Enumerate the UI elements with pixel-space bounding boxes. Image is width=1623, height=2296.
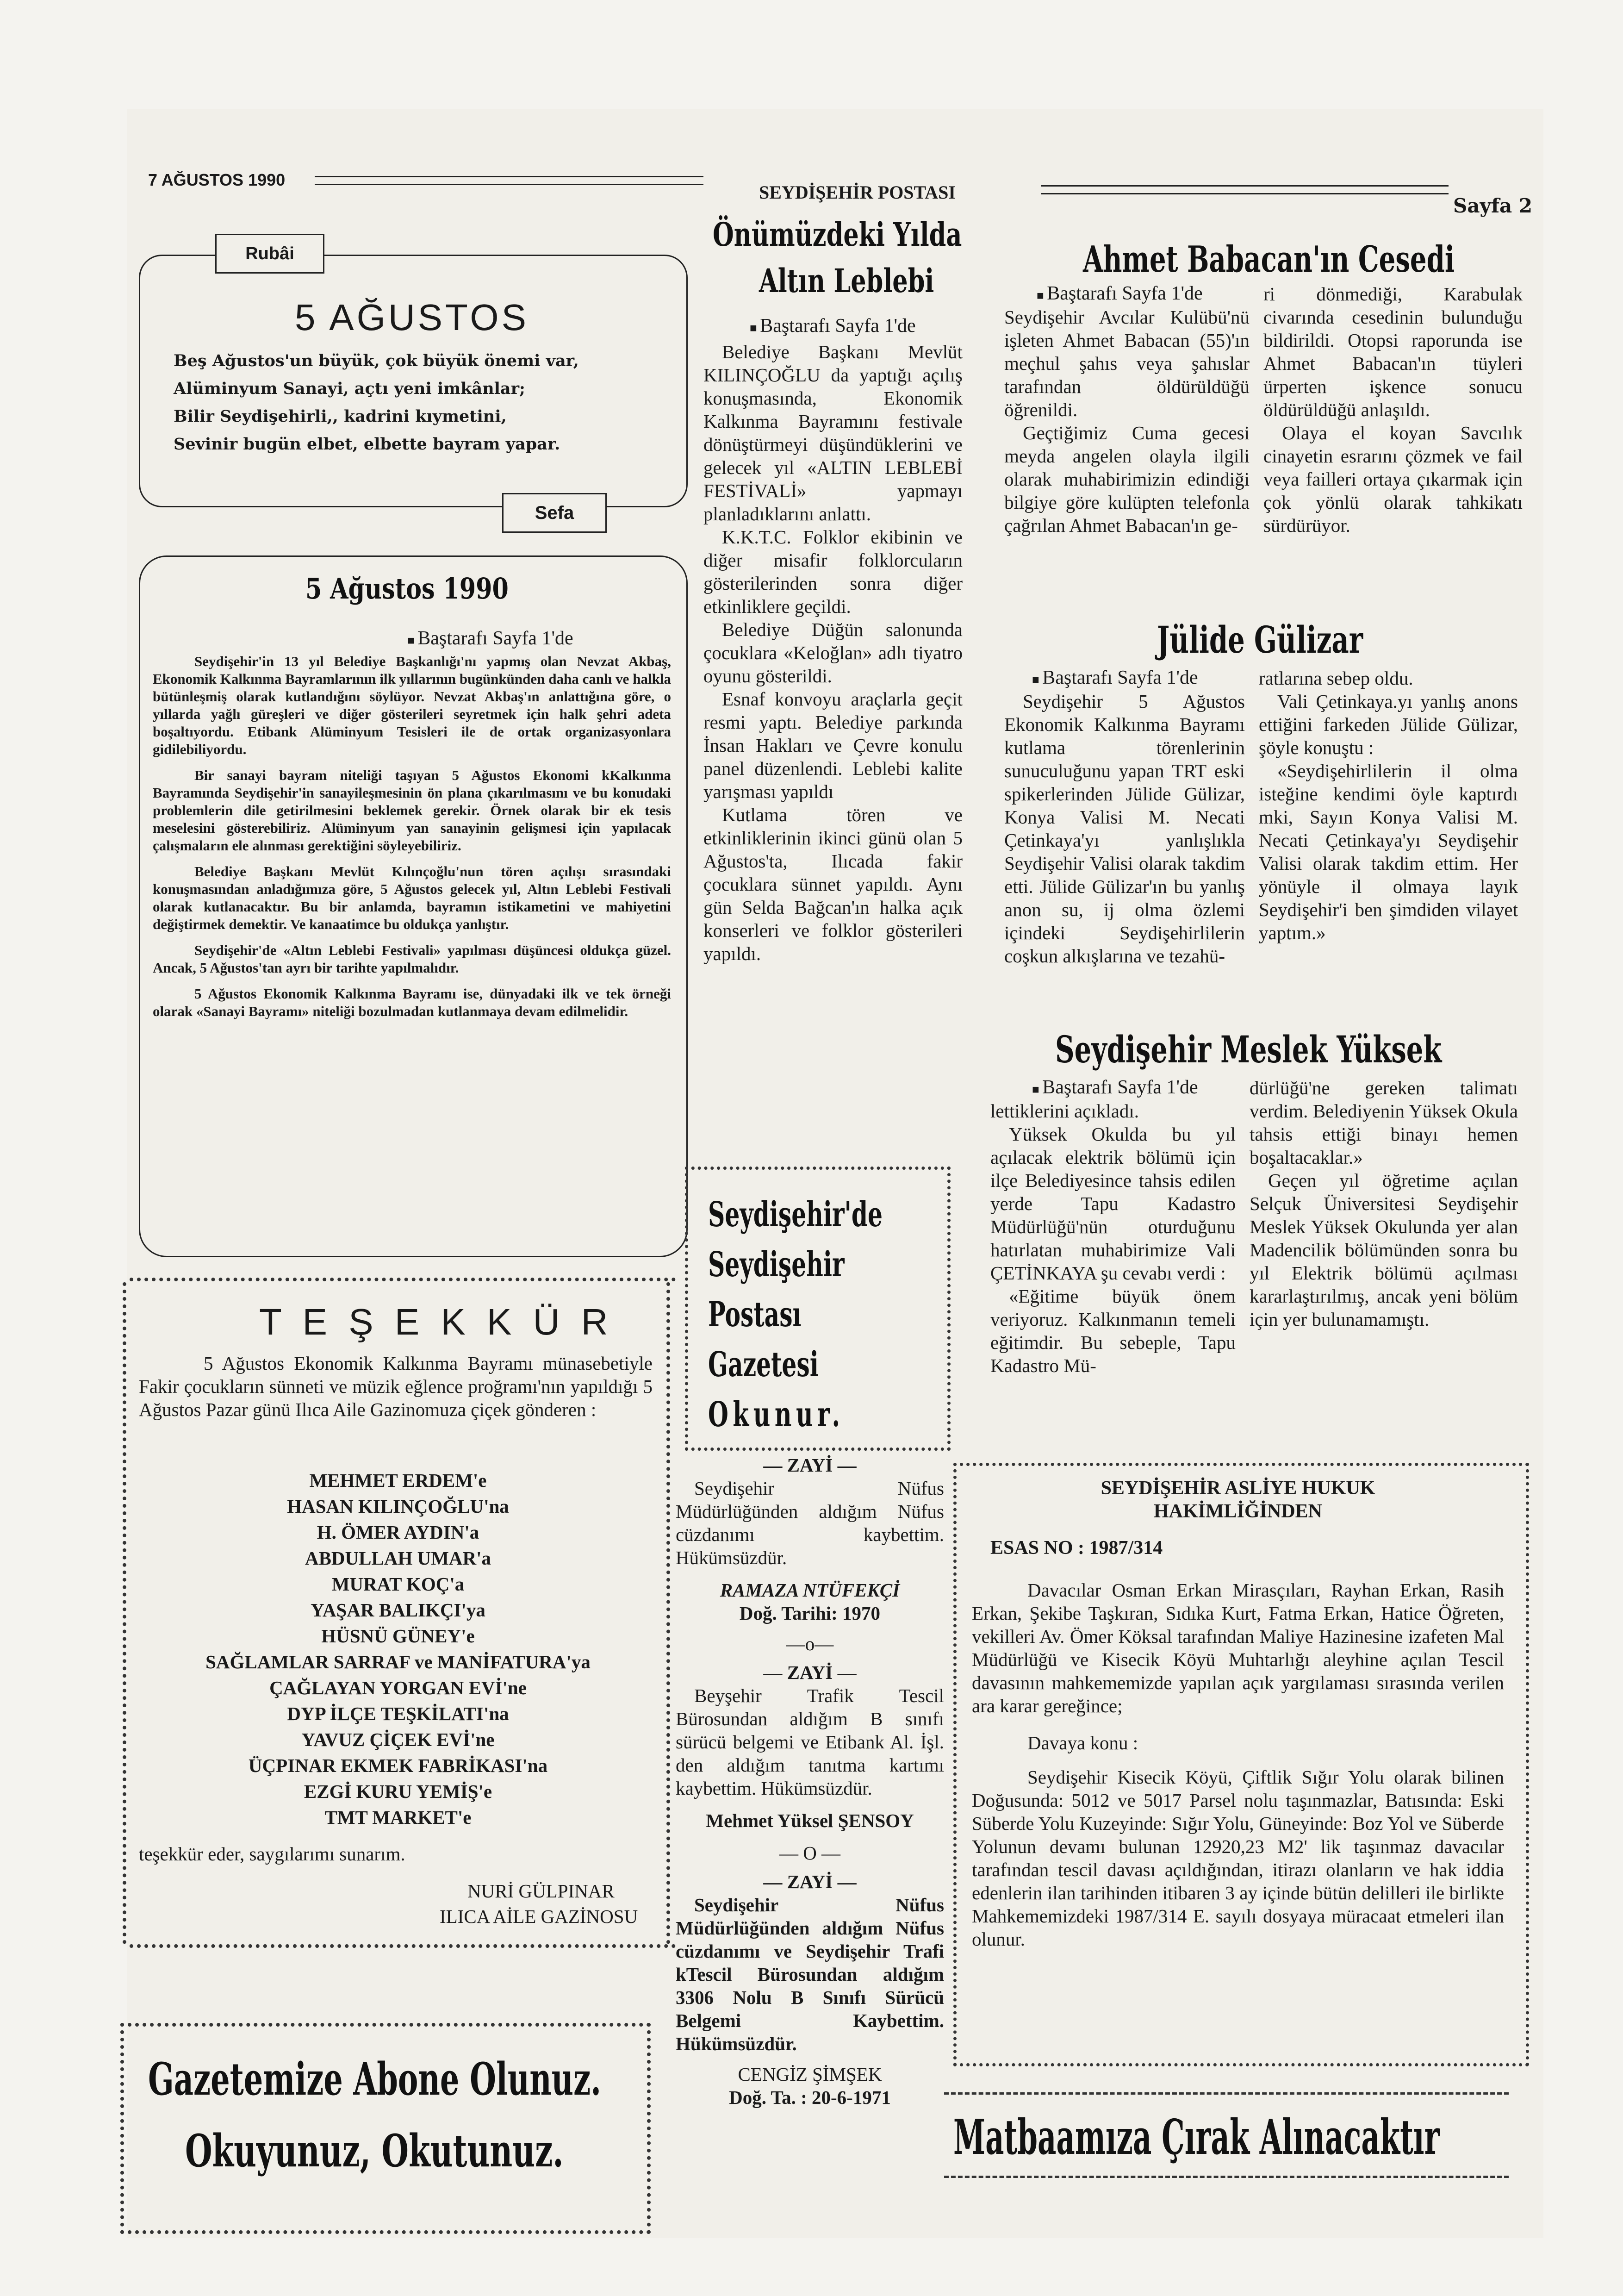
julide-paragraph: ratlarına sebep oldu. — [1259, 668, 1413, 689]
leblebi-paragraph: Kutlama tören ve etkinliklerinin ikinci günü olan 5 Ağustos'ta, Ilıcada fakir çocuklara sünnet yapıldı. Aynı gün Selda Bağcan'ın halka açık konserleri ve folklor gösterileri yapıldı. — [703, 804, 963, 964]
meslek-paragraph: dürlüğü'ne gereken talimatı verdim. Belediyenin Yüksek Okula tahsis ettiği binayı hemen boşaltacaklar.» — [1250, 1077, 1518, 1168]
rubai-line: Bilir Seydişehirli,, kadrini kıymetini, — [174, 407, 507, 426]
tesekkur-name: EZGİ KURU YEMİŞ'e — [304, 1781, 492, 1802]
tesekkur-name: YAŞAR BALIKÇI'ya — [311, 1599, 485, 1621]
zayi-name: CENGİZ ŞİMŞEK — [738, 2064, 882, 2085]
tesekkur-name: YAVUZ ÇİÇEK EVİ'ne — [301, 1729, 495, 1750]
babacan-ref — [1037, 282, 1203, 305]
tesekkur-name: HASAN KILINÇOĞLU'na — [287, 1496, 509, 1517]
tesekkur-name: H. ÖMER AYDIN'a — [317, 1522, 479, 1543]
header-date: 7 AĞUSTOS 1990 — [148, 170, 286, 189]
leblebi-title-1: Önümüzdeki Yılda — [713, 215, 962, 254]
tesekkur-left-border — [123, 1282, 126, 1944]
tesekkur-name: DYP İLÇE TEŞKİLATI'na — [287, 1703, 509, 1724]
rubai-tag: Rubâi — [215, 234, 324, 274]
leblebi-body — [703, 340, 963, 965]
tesekkur-name-list — [139, 1467, 657, 1830]
tesekkur-name: MEHMET ERDEM'e — [309, 1470, 487, 1491]
leblebi-paragraph: Belediye Düğün salonunda çocuklara «Keloğlan» adlı tiyatro oyunu gösterildi. — [703, 619, 963, 686]
mahkeme-esas-no: ESAS NO : 1987/314 — [990, 1537, 1163, 1559]
julide-paragraph: Vali Çetinkaya.yı yanlış anons ettiğini farkeden Jülide Gülizar, şöyle konuştu : — [1259, 691, 1518, 758]
babacan-ref-text: Baştarafı Sayfa 1'de — [1047, 283, 1203, 304]
abone-line-1: Gazetemize Abone Olunuz. — [148, 2053, 601, 2105]
meslek-column-1 — [990, 1099, 1236, 1377]
julide-ref — [1032, 667, 1198, 689]
rubai-signature: Sefa — [502, 493, 607, 533]
zayi-name: Mehmet Yüksel ŞENSOY — [706, 1810, 914, 1831]
tesekkur-sign-name: NURİ GÜLPINAR — [467, 1880, 615, 1902]
julide-title: Jülide Gülizar — [1157, 618, 1363, 661]
matbaa-notice: Matbaamıza Çırak Alınacaktır — [953, 2109, 1440, 2165]
agustos-paragraph: Seydişehir'in 13 yıl Belediye Başkanlığı'nı yapmış olan Nevzat Akbaş, Ekonomik Kalkınma Bayramlarının ilk yıllarının bugünkünden daha canlı ve halkla bütünleşmiş olarak kutlandığını söylüyor. Nevzat Akbaş'ın anlattığına göre, o yıllarda yağlı güreşleri ve diğer gösterileri seyretmek için halk şehri adeta boşaltıyordu. Etibank Alüminyum Tesisleri ile de ortak organizasyonlara gidilebiliyordu. — [153, 653, 671, 757]
okunur-line: Okunur. — [708, 1395, 845, 1435]
agustos-ref-text: Baştarafı Sayfa 1'de — [417, 628, 573, 649]
julide-ref-text: Baştarafı Sayfa 1'de — [1042, 667, 1198, 688]
rubai-poem — [174, 347, 673, 458]
mahkeme-title-1: SEYDİŞEHİR ASLİYE HUKUK — [1101, 1478, 1375, 1499]
mahkeme-body — [972, 1578, 1504, 1951]
agustos-paragraph: 5 Ağustos Ekonomik Kalkınma Bayramı ise, dünyadaki ilk ve tek örneği olarak «Sanayi Bayramı» niteliği bozulmadan kutlanmaya devam edilmelidir. — [153, 986, 671, 1019]
leblebi-paragraph: Esnaf konvoyu araçlarla geçit resmi yaptı. Belediye parkında İnsan Hakları ve Çevre konulu panel düzenlendi. Leblebi kalite yarışması yapıldı — [703, 688, 963, 802]
zayi-column — [676, 1454, 944, 2109]
tesekkur-name: ABDULLAH UMAR'a — [305, 1547, 491, 1569]
okunur-text — [708, 1190, 965, 1440]
matbaa-top-border — [944, 2092, 1509, 2099]
zayi-heading: — ZAYİ — — [763, 1454, 857, 1476]
rubai-line: Beş Ağustos'un büyük, çok büyük önemi var, — [174, 351, 579, 370]
meslek-title: Seydişehir Meslek Yüksek — [1055, 1028, 1442, 1071]
tesekkur-top-border — [130, 1278, 676, 1286]
agustos-body — [153, 653, 671, 1020]
julide-column-1 — [1004, 690, 1245, 967]
tesekkur-bottom-border — [130, 1944, 676, 1953]
babacan-paragraph: Geçtiğimiz Cuma gecesi meyda angelen olayla ilgili olarak muhabirimizin edindiği bilgiye göre kulüpten telefonla çağrılan Ahmet Babacan'ın ge- — [1004, 422, 1250, 536]
mahkeme-paragraph: Seydişehir Kisecik Köyü, Çiftlik Sığır Yolu olarak bilinen Doğusunda: 5012 ve 5017 Parsel nolu taşınmazlar, Batısında: Eski Süberde Yolu Kuzeyinde: Sığır Yolu, Güneyinde: Boz Yol ve Süberde Yolunun devamı bulunan 12920,23 M2' lik taşınmaz davacılar tarafından tescil davası açıldığından, itirazı olanların ve hak iddia edenlerin ilan tarihinden itibaren 3 ay içinde bütün delilleri ile birlikte Mahkememizdeki 1987/314 E. sayılı dosyaya müracaat etmeleri ilan olunur. — [972, 1766, 1504, 1950]
julide-paragraph: «Seydişehirlilerin il olma isteğine kendimi öyle kaptırdı mki, Sayın Konya Valisi M. Necati Çetinkaya'yı Seydişehir Valisi olarak takdim ettim. Her yönüyle il olmaya layık Seydişehir'i ben şimdiden vilayet yaptım.» — [1259, 760, 1518, 943]
meslek-ref — [1032, 1076, 1198, 1098]
babacan-paragraph: Seydişehir Avcılar Kulübü'nü işleten Ahmet Babacan (55)'ın meçhul şahıs veya şahıslar tarafından öldürüldüğü öğrenildi. — [1004, 306, 1250, 420]
babacan-paragraph: ri dönmediği, Karabulak civarında cesedinin bulunduğu bildirildi. Otopsi raporunda ise Ahmet Babacan'ın tüyleri ürperten işkence sonucu öldürüldüğü anlaşıldı. — [1263, 283, 1523, 420]
leblebi-ref — [750, 315, 916, 337]
agustos-paragraph: Seydişehir'de «Altın Leblebi Festivali» yapılması düşüncesi oldukça güzel. Ancak, 5 Ağustos'tan ayrı bir tarihte yapılmalıdır. — [153, 942, 671, 976]
agustos-ref — [407, 627, 573, 649]
leblebi-paragraph: Belediye Başkanı Mevlüt KILINÇOĞLU da yaptığı açılış konuşmasında, Ekonomik Kalkınma Bayramını festivale dönüştürmeyi düşündüklerini ve gelecek yıl «ALTIN LEBLEBİ FESTİVALİ» yapmayı planladıklarını anlattı. — [703, 341, 963, 524]
zayi-heading: — ZAYİ — — [763, 1662, 857, 1683]
julide-column-2 — [1259, 667, 1518, 944]
mahkeme-paragraph: Davacılar Osman Erkan Mirasçıları, Rayhan Erkan, Rasih Erkan, Şekibe Taşkıran, Sıdıka Kurt, Fatma Erkan, Hatice Öğreten, vekilleri Av. Ömer Köksal tarafından Maliye Hazinesine izafeten Mal Müdürlüğü ve Kisecik Köyü Muhtarlığı aleyhine açılan Tescil davasının mahkememizde yapılan açık yargılaması sırasında verilen ara karar gereğince; — [972, 1579, 1504, 1716]
header-rule-left — [315, 176, 703, 185]
tesekkur-name: MURAT KOÇ'a — [331, 1573, 465, 1595]
okunur-line: Seydişehir'de — [708, 1195, 883, 1235]
tesekkur-intro: 5 Ağustos Ekonomik Kalkınma Bayramı münasebetiyle Fakir çocukların sünneti ve müzik eğlence proğramı'nın yapıldığı 5 Ağustos Pazar günü Ilıca Aile Gazinomuza çiçek gönderen : — [139, 1353, 653, 1420]
meslek-paragraph: «Eğitime büyük önem veriyoruz. Kalkınmanın temeli eğitimdir. Bu sebeple, Tapu Kadastro Mü- — [990, 1285, 1236, 1376]
agustos-paragraph: Bir sanayi bayram niteliği taşıyan 5 Ağustos Ekonomi kKalkınma Bayramında Seydişehir'in sanayileşmesinin ön plana çıkarılmasını ve bu konudaki problemlerin dile getirilmesini beklemek gerekir. Örnek olarak bir ek tesis meselesini gösterebiliriz. Alüminyum yan sanayinin gelişmesi için yapılacak çalışmaların ele alınması gerektiğini söyleyebiliriz. — [153, 767, 671, 854]
zayi-text: Beyşehir Trafik Tescil Bürosundan aldığım B sınıfı sürücü belgemi ve Etibank Al. İşl. den aldığım tanıtma kartımı kaybettim. Hükümsüzdür. — [676, 1685, 944, 1799]
leblebi-paragraph: K.K.T.C. Folklor ekibinin ve diğer misafir folklorcuların gösterilerinden sonra diğer etkinliklere geçildi. — [703, 526, 963, 617]
tesekkur-sign-place: ILICA AİLE GAZİNOSU — [440, 1906, 638, 1927]
header-page-number: Sayfa 2 — [1453, 194, 1533, 217]
zayi-heading: — ZAYİ — — [763, 1871, 857, 1892]
zayi-separator: —o— — [786, 1633, 834, 1654]
zayi-date: Doğ. Ta. : 20-6-1971 — [729, 2087, 891, 2108]
meslek-paragraph: Yüksek Okulda bu yıl açılacak elektrik bölümü için ilçe Belediyesince tahsis edilen yerde Tapu Kadastro Müdürlüğü'nün oturduğunu hatırlatan muhabirimize Vali ÇETİNKAYA şu cevabı verdi : — [990, 1123, 1236, 1284]
mahkeme-konu: Davaya konu : — [1027, 1732, 1138, 1753]
leblebi-title-2: Altın Leblebi — [759, 262, 934, 300]
tesekkur-title: T E Ş E K K Ü R — [259, 1301, 614, 1342]
header-rule-right — [1041, 185, 1449, 194]
babacan-title: Ahmet Babacan'ın Cesedi — [1083, 238, 1455, 281]
meslek-ref-text: Baştarafı Sayfa 1'de — [1042, 1077, 1198, 1098]
babacan-column-2 — [1263, 282, 1523, 537]
zayi-text: Seydişehir Nüfus Müdürlüğünden aldığım Nüfus cüzdanımı ve Seydişehir Trafi kTescil Bürosundan aldığım 3306 Nolu B Sınıfı Sürücü Belgemi Kaybettim. Hükümsüzdür. — [676, 1894, 944, 2054]
tesekkur-name: SAĞLAMLAR SARRAF ve MANİFATURA'ya — [205, 1651, 591, 1672]
rubai-line: Alüminyum Sanayi, açtı yeni imkânlar; — [174, 379, 525, 398]
okunur-line: Gazetesi — [708, 1345, 819, 1385]
tesekkur-right-border — [666, 1282, 670, 1944]
header-paper-name: SEYDİŞEHİR POSTASI — [759, 182, 956, 203]
tesekkur-closing: teşekkür eder, saygılarımı sunarım. — [139, 1843, 405, 1865]
okunur-line: Postası — [708, 1295, 802, 1335]
tesekkur-name: ÜÇPINAR EKMEK FABRİKASI'na — [248, 1755, 548, 1776]
rubai-line: Sevinir bugün elbet, elbette bayram yapar. — [174, 435, 560, 454]
okunur-line: Seydişehir — [708, 1245, 845, 1285]
mahkeme-title-2: HAKİMLİĞİNDEN — [1153, 1501, 1323, 1522]
babacan-paragraph: Olaya el koyan Savcılık cinayetin esrarını çözmek ve fail veya failleri ortaya çıkarmak için çok yönlü olarak tahkikatı sürdürüyor. — [1263, 422, 1523, 536]
tesekkur-name: TMT MARKET'e — [324, 1807, 472, 1828]
tesekkur-name: ÇAĞLAYAN YORGAN EVİ'ne — [269, 1677, 527, 1698]
matbaa-bottom-border — [944, 2176, 1509, 2183]
mahkeme-heading — [972, 1477, 1504, 1523]
agustos-title: 5 Ağustos 1990 — [305, 572, 509, 605]
zayi-date: Doğ. Tarihi: 1970 — [739, 1603, 881, 1624]
rubai-title: 5 AĞUSTOS — [294, 297, 529, 338]
leblebi-ref-text: Baştarafı Sayfa 1'de — [760, 315, 916, 337]
abone-line-2: Okuyunuz, Okutunuz. — [185, 2125, 564, 2177]
babacan-column-1 — [1004, 306, 1250, 537]
julide-paragraph: Seydişehir 5 Ağustos Ekonomik Kalkınma Bayramı kutlama törenlerinin sunuculuğunu yapan TRT eski spikerlerinden Jülide Gülizar, Konya Valisi M. Necati Çetinkaya'yı yanlışlıkla Seydişehir Valisi olarak takdim etti. Jülide Gülizar'ın bu yanlış anon su, ij olma özlemi içindeki Seydişehirlilerin coşkun alkışlarına ve tezahü- — [1004, 691, 1245, 967]
zayi-name: RAMAZA NTÜFEKÇİ — [720, 1579, 900, 1601]
tesekkur-name: HÜSNÜ GÜNEY'e — [321, 1625, 475, 1647]
meslek-paragraph: Geçen yıl öğretime açılan Selçuk Üniversitesi Seydişehir Meslek Yüksek Okulunda yer alan Madencilik bölümünden sonra bu yıl Elektrik bölümü açılması kararlaştırılmış, ancak yeni bölüm için yer bulunamamıştı. — [1250, 1170, 1518, 1330]
zayi-separator: — O — — [779, 1842, 841, 1864]
meslek-column-2 — [1250, 1076, 1518, 1331]
agustos-paragraph: Belediye Başkanı Mevlüt Kılınçoğlu'nun tören açılışı sırasındaki konuşmasından anladığımıza göre, 5 Ağustos gelecek yıl, Altın Leblebi Festivali olarak kutlanacaktır. Bu bir anlamda, bayramın istikametini ve mahiyetini değiştirmek demektir. Ve kanaatimce bu oldukça yanlıştır. — [153, 863, 671, 932]
zayi-text: Seydişehir Nüfus Müdürlüğünden aldığım Nüfus cüzdanımı kaybettim. Hükümsüzdür. — [676, 1478, 944, 1568]
meslek-paragraph: lettiklerini açıkladı. — [990, 1100, 1139, 1122]
